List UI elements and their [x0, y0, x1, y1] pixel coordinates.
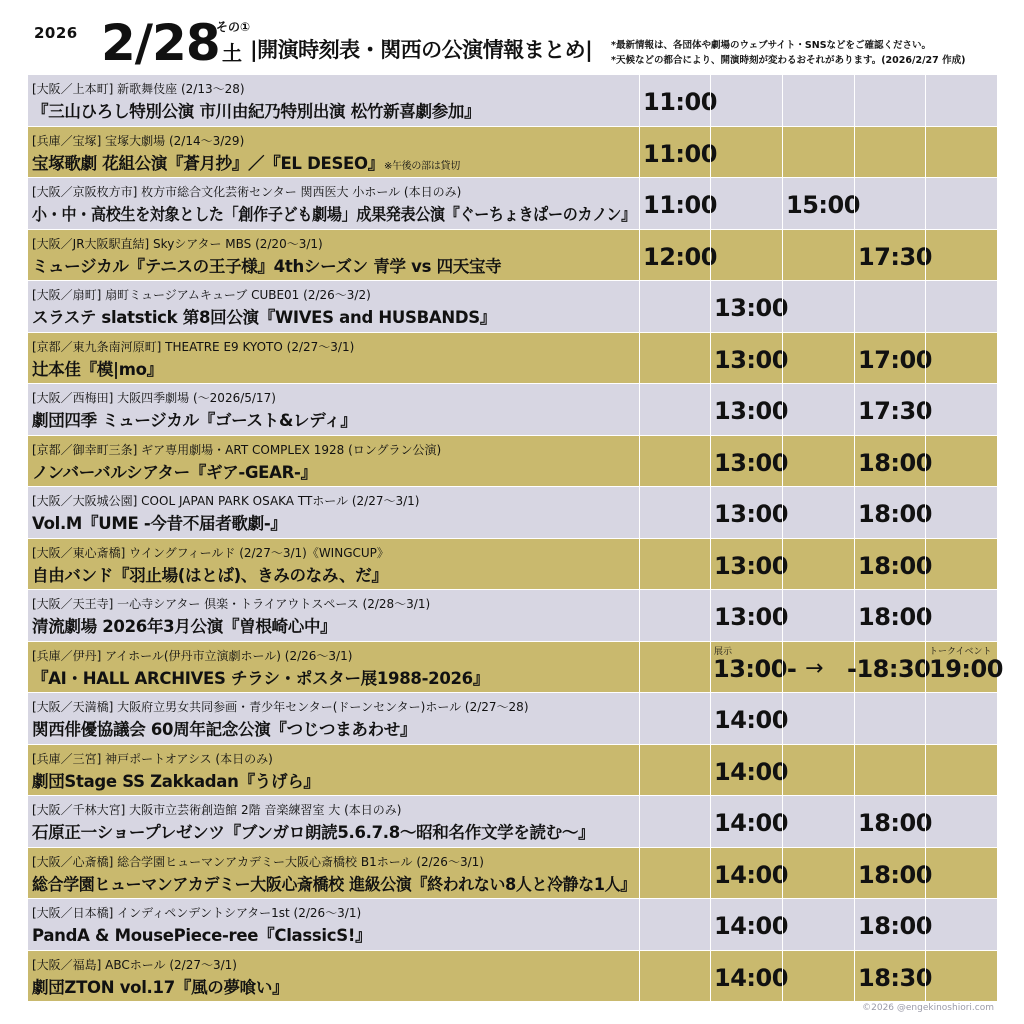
start-time: 19:00 [929, 654, 1003, 683]
time-cell [639, 127, 717, 178]
start-time: 15:00 [786, 191, 860, 219]
start-time: 13:00 [714, 294, 788, 322]
start-time: 14:00 [714, 706, 788, 734]
time-cell [639, 539, 711, 590]
time-cell [710, 590, 788, 641]
venue-label: [大阪／JR大阪駅直結] Skyシアター MBS (2/20〜3/1) [32, 236, 323, 251]
time-cell [854, 899, 932, 950]
year: 2026 [34, 24, 78, 42]
time-cell [925, 178, 997, 229]
event-title [32, 716, 416, 740]
start-time: 17:30 [858, 397, 932, 425]
table-row [28, 539, 997, 591]
time-cell [854, 487, 932, 538]
time-cell [782, 230, 854, 281]
start-time: 11:00 [643, 191, 717, 219]
venue-label: [兵庫／宝塚] 宝塚大劇場 (2/14〜3/29) [32, 133, 245, 148]
time-cell [710, 487, 788, 538]
start-time: 18:30 [858, 963, 932, 992]
time-cell [639, 590, 711, 641]
time-cell [710, 75, 782, 126]
event-title [32, 768, 320, 792]
time-cell [710, 127, 782, 178]
start-time: 13:00 [714, 397, 788, 425]
table-row [28, 487, 997, 539]
time-cell [854, 75, 926, 126]
time-cell [854, 848, 932, 899]
time-cell [925, 899, 997, 950]
time-cell [782, 539, 854, 590]
schedule-table [28, 75, 1003, 1002]
time-cell [782, 487, 854, 538]
event-title-text: 劇団Stage SS Zakkadan『うげら』 [32, 771, 320, 791]
event-title [32, 407, 357, 431]
time-cell [782, 178, 860, 229]
time-cell [925, 230, 997, 281]
note-line: *天候などの都合により、開演時刻が変わるおそれがあります。(2026/2/27 作成) [611, 55, 966, 66]
start-time: 14:00 [714, 963, 788, 992]
time-cell [782, 333, 854, 384]
start-time: 18:00 [858, 912, 932, 940]
time-cell-label: トークイベント [929, 646, 992, 657]
start-time: 18:00 [858, 860, 932, 889]
time-cell [782, 693, 854, 744]
venue-label: [大阪／京阪枚方市] 枚方市総合文化芸術センター 関西医大 小ホール (本日のみ) [32, 185, 462, 199]
time-cell [782, 590, 854, 641]
event-title [32, 974, 288, 998]
time-cell [782, 436, 854, 487]
venue-label: [大阪／大阪城公園] COOL JAPAN PARK OSAKA TTホール (2/27〜3/1) [32, 494, 420, 508]
time-cell [782, 281, 854, 332]
start-time: 11:00 [643, 139, 717, 168]
venue-label: [大阪／扇町] 扇町ミュージアムキューブ CUBE01 (2/26〜3/2) [32, 288, 371, 302]
time-cell [854, 178, 926, 229]
time-cell [925, 590, 997, 641]
time-cell [710, 384, 788, 435]
start-time: 14:00 [714, 860, 788, 889]
time-cell [710, 642, 797, 693]
start-time: 17:30 [858, 242, 932, 271]
event-title [32, 613, 336, 637]
table-row [28, 899, 997, 951]
time-cell [710, 178, 782, 229]
table-row [28, 951, 997, 1003]
time-cell [847, 642, 931, 693]
time-cell [925, 75, 997, 126]
event-title [32, 253, 501, 277]
start-time: -18:30 [847, 654, 931, 683]
time-cell [639, 230, 717, 281]
start-time: 17:00 [858, 345, 932, 374]
time-cell [639, 951, 711, 1002]
venue-label: [京都／東九条南河原町] THEATRE E9 KYOTO (2/27〜3/1) [32, 339, 355, 354]
time-cell [710, 436, 788, 487]
time-cell [782, 384, 854, 435]
time-cell-label: 展示 [714, 646, 733, 657]
time-cell [639, 436, 711, 487]
start-time: 18:00 [858, 809, 932, 837]
event-title [32, 665, 489, 689]
venue-label: [大阪／天満橋] 大阪府立男女共同参画・青少年センター(ドーンセンター)ホール (2/27〜28) [32, 700, 529, 714]
table-row [28, 693, 997, 745]
start-time: 12:00 [643, 242, 717, 271]
event-title-text: ミュージカル『テニスの王子様』4thシーズン 青学 vs 四天宝寺 [32, 256, 502, 276]
time-cell [854, 693, 926, 744]
event-title-text: PandA & MousePiece-ree『ClassicS!』 [32, 926, 372, 945]
start-time: 14:00 [714, 809, 788, 837]
time-cell [925, 693, 997, 744]
event-title [32, 819, 594, 843]
start-time: 13:00 [714, 500, 788, 528]
event-title-text: 関西俳優協議会 60周年記念公演『つじつまあわせ』 [32, 720, 417, 739]
start-time: 13:00 [714, 345, 788, 374]
table-row [28, 590, 997, 642]
time-cell [925, 384, 997, 435]
time-cell [925, 796, 997, 847]
start-time: 18:00 [858, 500, 932, 528]
time-cell [639, 796, 711, 847]
time-cell [782, 642, 854, 693]
venue-label: [大阪／上本町] 新歌舞伎座 (2/13〜28) [32, 82, 245, 96]
event-note: ※午後の部は貸切 [383, 160, 460, 172]
page-date: 2/28 [101, 14, 220, 72]
event-title [32, 562, 388, 586]
time-cell [639, 75, 717, 126]
note-line: *最新情報は、各団体や劇場のウェブサイト・SNSなどをご確認ください。 [611, 40, 932, 51]
time-cell [782, 75, 854, 126]
event-title-text: スラステ slatstick 第8回公演『WIVES and HUSBANDS』 [32, 308, 497, 327]
time-cell [639, 693, 711, 744]
start-time: 14:00 [714, 912, 788, 940]
time-cell [639, 281, 711, 332]
time-cell [854, 590, 932, 641]
start-time: 13:00 [714, 551, 788, 580]
start-time: 14:00 [714, 757, 788, 786]
venue-label: [京都／御幸町三条] ギア専用劇場・ART COMPLEX 1928 (ロングラン公演) [32, 442, 442, 457]
start-time: 18:00 [858, 603, 932, 631]
time-cell [854, 436, 932, 487]
time-cell [710, 230, 782, 281]
time-cell [639, 899, 711, 950]
time-cell [639, 487, 711, 538]
venue-label: [大阪／東心斎橋] ウイングフィールド (2/27〜3/1)《WINGCUP》 [32, 545, 389, 560]
venue-label: [大阪／千林大宮] 大阪市立芸術創造館 2階 音楽練習室 大 (本日のみ) [32, 803, 402, 817]
time-cell [925, 745, 997, 796]
time-cell [710, 745, 788, 796]
time-cell [710, 281, 788, 332]
venue-label: [大阪／天王寺] 一心寺シアター 倶楽・トライアウトスペース (2/28〜3/1) [32, 597, 431, 611]
event-title-text: Vol.M『UME -今昔不届者歌劇-』 [32, 514, 287, 533]
time-cell [854, 384, 932, 435]
event-title-text: 『三山ひろし特別公演 市川由紀乃特別出演 松竹新喜劇参加』 [32, 102, 481, 121]
time-cell [639, 333, 711, 384]
time-cell [710, 951, 788, 1002]
time-cell [925, 127, 997, 178]
event-title [32, 356, 163, 380]
page-title: |開演時刻表・関西の公演情報まとめ| [250, 38, 593, 62]
event-title-text: 小・中・高校生を対象とした「創作子ども劇場」成果発表公演『ぐーちょきぱーのカノン』 [32, 205, 636, 224]
weekday: 土 [222, 41, 242, 65]
table-row [28, 796, 997, 848]
time-cell [639, 848, 711, 899]
time-cell [639, 642, 711, 693]
part-label: その① [216, 20, 251, 34]
time-cell [854, 281, 926, 332]
event-title-text: 清流劇場 2026年3月公演『曽根崎心中』 [32, 617, 337, 636]
event-title-text: 石原正一ショープレゼンツ『ブンガロ朗読5.6.7.8〜昭和名作文学を読む〜』 [32, 823, 595, 842]
time-cell [710, 539, 788, 590]
time-cell [782, 899, 854, 950]
time-cell [925, 642, 1003, 693]
time-cell [854, 539, 932, 590]
table-row [28, 745, 997, 797]
event-title [32, 510, 287, 534]
venue-label: [大阪／心斎橋] 総合学園ヒューマンアカデミー大阪心斎橋校 B1ホール (2/26〜3/1) [32, 854, 484, 869]
time-cell [925, 487, 997, 538]
time-cell [854, 333, 932, 384]
start-time: 13:00- [713, 654, 797, 683]
table-row [28, 178, 997, 230]
arrow-icon: → [805, 655, 824, 681]
time-cell [710, 848, 788, 899]
event-title [32, 304, 496, 328]
event-title-text: 辻本佳『模|mo』 [32, 359, 163, 379]
time-cell [782, 848, 854, 899]
header [0, 0, 1024, 74]
time-cell [854, 745, 926, 796]
start-time: 11:00 [643, 88, 717, 116]
event-title-text: 『AI・HALL ARCHIVES チラシ・ポスター展1988-2026』 [32, 668, 490, 688]
time-cell [925, 539, 997, 590]
time-cell [925, 436, 997, 487]
table-row [28, 281, 997, 333]
event-title [32, 150, 460, 174]
event-title-text: 自由バンド『羽止場(はとば)、きみのなみ、だ』 [32, 565, 388, 585]
table-row [28, 230, 997, 282]
table-row [28, 75, 997, 127]
time-cell [710, 333, 788, 384]
event-title-text: 宝塚歌劇 花組公演『蒼月抄』／『EL DESEO』 [32, 153, 384, 173]
time-cell [854, 127, 926, 178]
table-row [28, 384, 997, 436]
table-row [28, 642, 1003, 694]
time-cell [639, 178, 717, 229]
event-title [32, 871, 636, 895]
time-cell [710, 693, 788, 744]
time-cell [782, 796, 854, 847]
time-cell [854, 796, 932, 847]
start-time: 18:00 [858, 551, 932, 580]
time-cell [782, 951, 854, 1002]
table-row [28, 848, 997, 900]
venue-label: [大阪／日本橋] インディペンデントシアター1st (2/26〜3/1) [32, 906, 362, 920]
venue-label: [兵庫／伊丹] アイホール(伊丹市立演劇ホール) (2/26〜3/1) [32, 648, 353, 663]
event-title-text: 総合学園ヒューマンアカデミー大阪心斎橋校 進級公演『終われない8人と冷静な1人』 [32, 874, 636, 894]
time-cell [925, 848, 997, 899]
table-row [28, 127, 997, 179]
venue-label: [大阪／西梅田] 大阪四季劇場 (〜2026/5/17) [32, 391, 276, 405]
copyright: ©2026 @engekinoshiori.com [862, 1003, 994, 1013]
time-cell [782, 745, 854, 796]
venue-label: [兵庫／三宮] 神戸ポートオアシス (本日のみ) [32, 751, 273, 766]
event-title-text: 劇団ZTON vol.17『風の夢喰い』 [32, 977, 289, 997]
time-cell [925, 951, 997, 1002]
event-title [32, 98, 480, 122]
start-time: 13:00 [714, 603, 788, 631]
time-cell [782, 127, 854, 178]
header-notes [611, 38, 965, 68]
time-cell [639, 384, 711, 435]
table-row [28, 333, 997, 385]
start-time: 13:00 [714, 448, 788, 477]
venue-label: [大阪／福島] ABCホール (2/27〜3/1) [32, 957, 237, 972]
event-title [32, 459, 317, 483]
event-title [32, 201, 636, 225]
event-title-text: ノンバーバルシアター『ギア-GEAR-』 [32, 462, 317, 482]
event-title-text: 劇団四季 ミュージカル『ゴースト&レディ』 [32, 411, 357, 430]
time-cell [854, 951, 932, 1002]
time-cell [925, 281, 997, 332]
time-cell [854, 230, 932, 281]
time-cell [710, 796, 788, 847]
start-time: 18:00 [858, 448, 932, 477]
time-cell [710, 899, 788, 950]
event-title [32, 922, 371, 946]
time-cell [925, 333, 997, 384]
table-row [28, 436, 997, 488]
time-cell [639, 745, 711, 796]
